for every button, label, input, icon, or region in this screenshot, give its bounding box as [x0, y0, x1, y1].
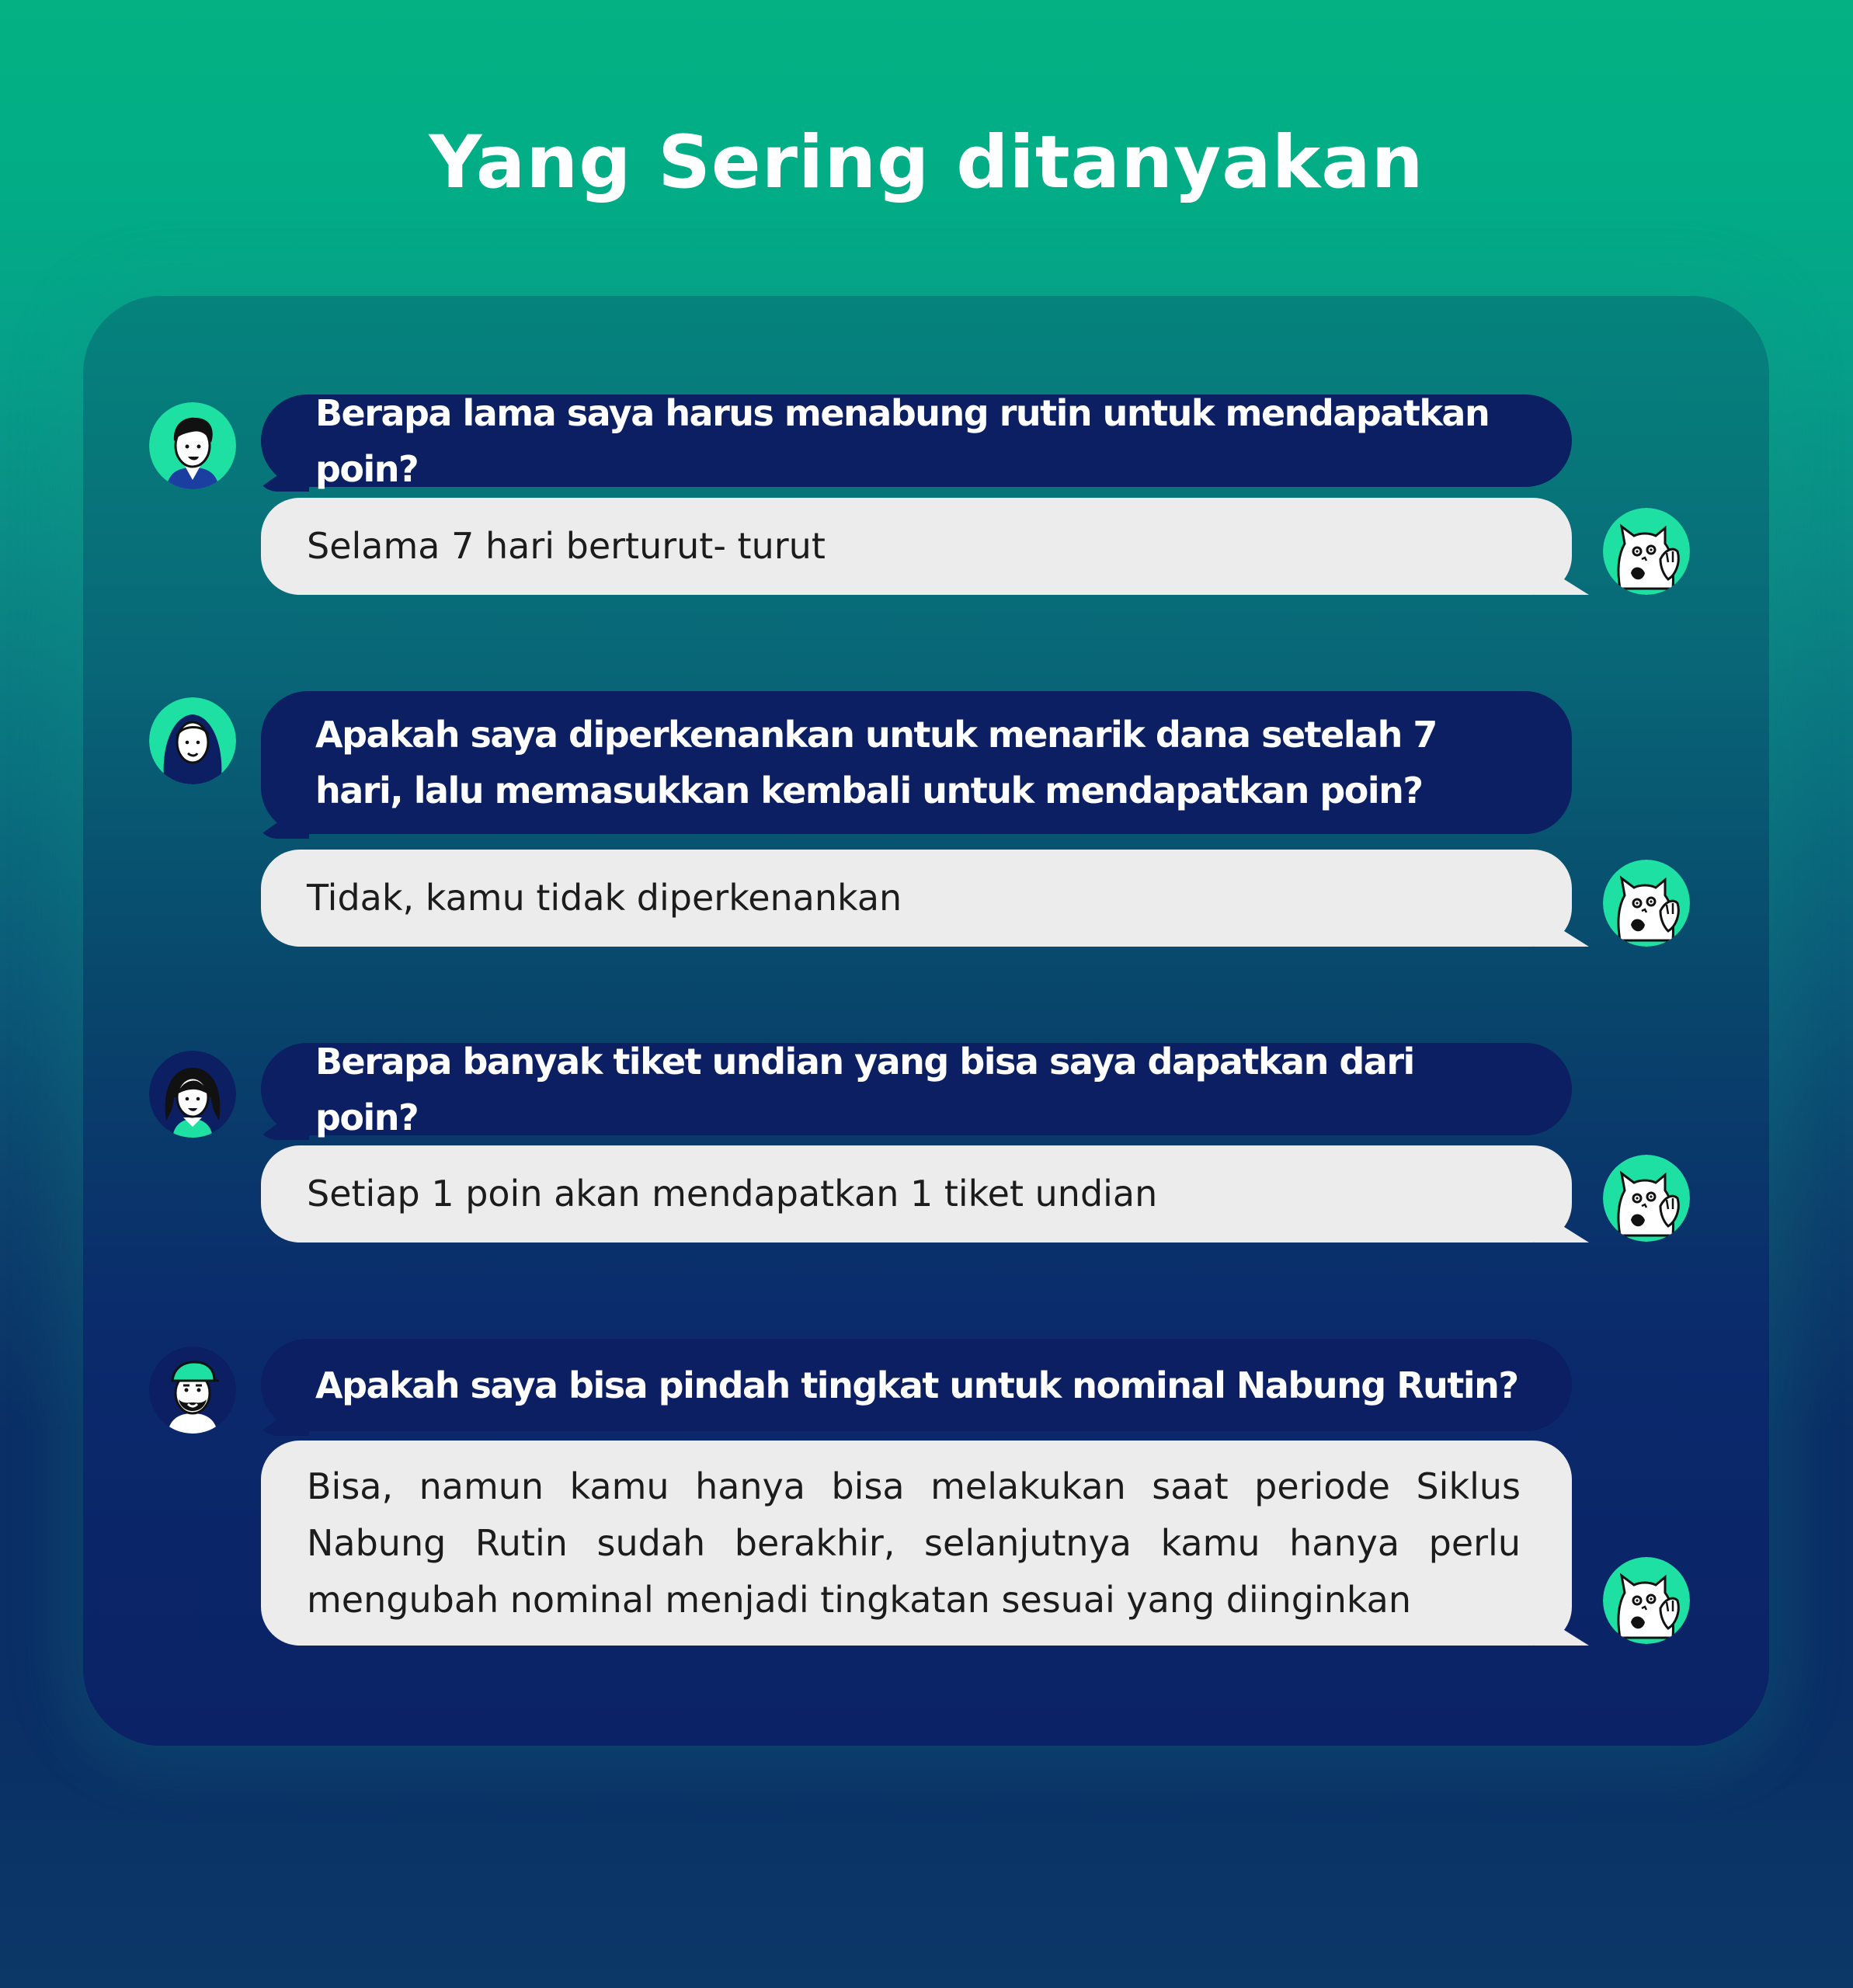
answer-bubble [261, 498, 1572, 595]
question-bubble [261, 1339, 1572, 1431]
question-text: Apakah saya diperkenankan untuk menarik dana setelah 7 hari, lalu memasukkan kembali untuk mendapatkan poin? [315, 714, 1437, 812]
question-bubble [261, 391, 1572, 490]
cat-mascot-icon [1603, 860, 1690, 947]
question-bubble [261, 1040, 1572, 1138]
page-title: Yang Sering ditanyakan [429, 120, 1424, 205]
answer-bubble [261, 850, 1572, 947]
question-text: Berapa banyak tiket undian yang bisa saya dapatkan dari poin? [315, 1040, 1414, 1138]
question-bubble [261, 691, 1572, 834]
answer-text: Tidak, kamu tidak diperkenankan [307, 877, 902, 919]
cat-mascot-icon [1603, 1557, 1690, 1644]
answer-text: Setiap 1 poin akan mendapatkan 1 tiket undian [307, 1173, 1158, 1215]
cat-mascot-icon [1603, 1155, 1690, 1242]
answer-text: Bisa, namun kamu hanya bisa melakukan saat periode Siklus Nabung Rutin sudah berakhir, selanjutnya kamu hanya perlu mengubah nominal menjadi tingkatan sesuai yang diinginkan [307, 1465, 1521, 1621]
hijab-woman-avatar-icon [149, 697, 236, 784]
answer-bubble [261, 1441, 1572, 1646]
answer-bubble [261, 1145, 1572, 1242]
woman-avatar-icon [149, 1051, 236, 1138]
question-text: Apakah saya bisa pindah tingkat untuk nominal Nabung Rutin? [315, 1364, 1518, 1406]
question-text: Berapa lama saya harus menabung rutin untuk mendapatkan poin? [315, 391, 1490, 490]
boy-avatar-icon [149, 402, 236, 489]
cat-mascot-icon [1603, 508, 1690, 595]
bearded-man-avatar-icon [149, 1347, 236, 1434]
answer-text: Selama 7 hari berturut- turut [307, 525, 826, 567]
